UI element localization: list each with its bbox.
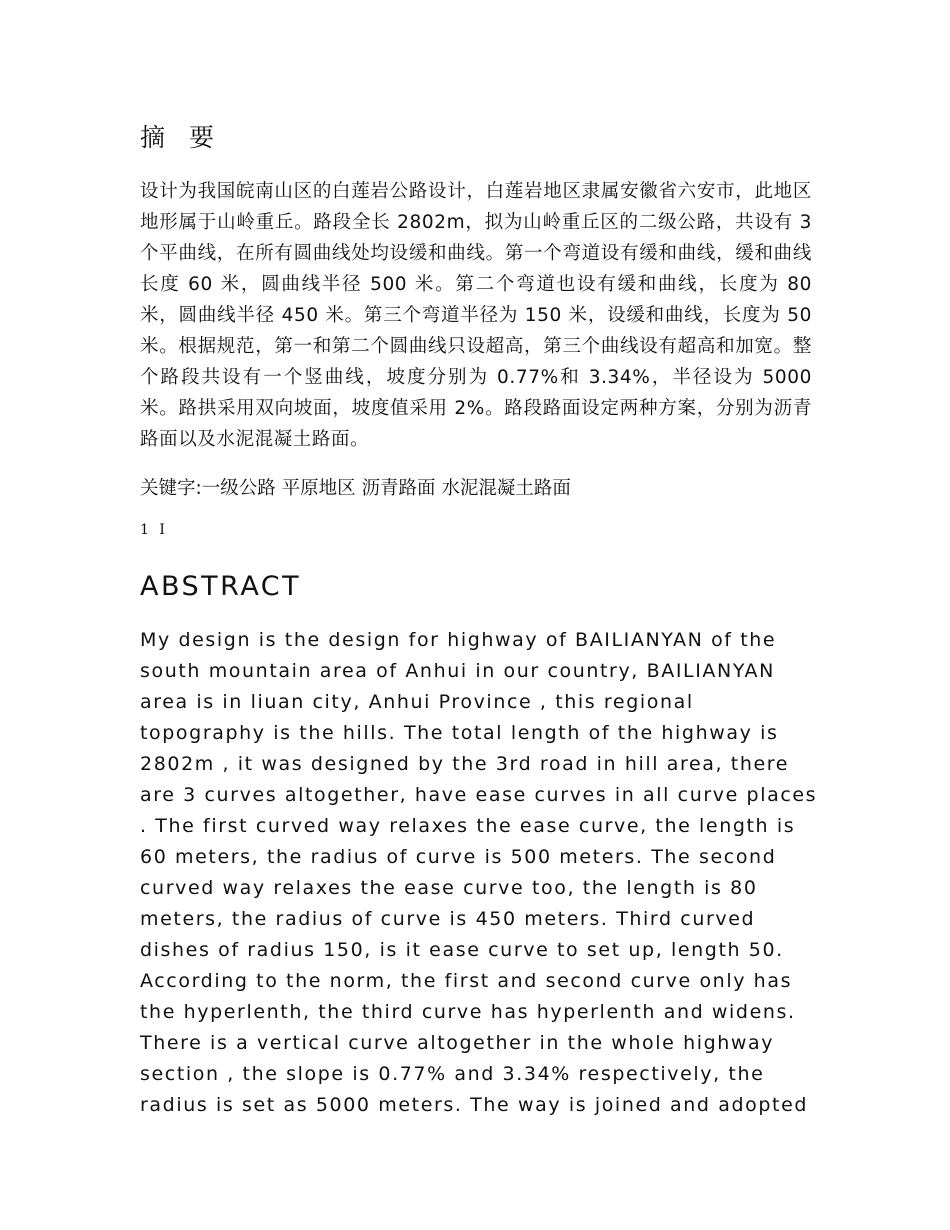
english-abstract-line: dishes of radius 150, is it ease curve to set up, length 50. <box>140 939 784 961</box>
english-abstract-line: the hyperlenth, the third curve has hyperlenth and widens. <box>140 1001 796 1023</box>
english-abstract-line: section , the slope is 0.77% and 3.34% respectively, the <box>140 1063 765 1085</box>
chinese-keywords: 关键字:一级公路 平原地区 沥青路面 水泥混凝土路面 <box>140 478 571 499</box>
chinese-abstract-body: 设计为我国皖南山区的白莲岩公路设计，白莲岩地区隶属安徽省六安市，此地区地形属于山岭重丘。路段全长 2802m，拟为山岭重丘区的二级公路，共设有 3 个平曲线，在所有圆曲线处均设缓和曲线。第一个弯道设有缓和曲线，缓和曲线长度 60 米，圆曲线半径 500 米。第二个弯道也设有缓和曲线，长度为 80 米，圆曲线半径 450 米。第三个弯道半径为 150 米，设缓和曲线，长度为 50 米。根据规范，第一和第二个圆曲线只设超高，第三个曲线设有超高和加宽。整个路段共设有一个竖曲线，坡度分别为 0.77%和 3.34%，半径设为 5000 米。路拱采用双向坡面，坡度值采用 2%。路段路面设定两种方案，分别为沥青路面以及水泥混凝土路面。 <box>140 181 812 450</box>
english-abstract-line: According to the norm, the first and second curve only has <box>140 970 793 992</box>
english-abstract-line: radius is set as 5000 meters. The way is joined and adopted <box>140 1094 809 1116</box>
english-abstract-line: topography is the hills. The total length of the highway is <box>140 722 779 744</box>
english-abstract-body <box>140 625 820 1121</box>
english-abstract-line: There is a vertical curve altogether in the whole highway <box>140 1032 775 1054</box>
english-abstract-line: . The first curved way relaxes the ease curve, the length is <box>140 815 796 837</box>
english-abstract-line: 2802m , it was designed by the 3rd road in hill area, there <box>140 753 790 775</box>
english-abstract-line: south mountain area of Anhui in our country, BAILIANYAN <box>140 660 775 682</box>
english-abstract-line: meters, the radius of curve is 450 meters. Third curved <box>140 908 756 930</box>
chinese-abstract-title: 摘 要 <box>140 123 222 152</box>
english-abstract-line: My design is the design for highway of BAILIANYAN of the <box>140 629 777 651</box>
english-abstract-line: are 3 curves altogether, have ease curves in all curve places <box>140 784 818 806</box>
english-abstract-line: curved way relaxes the ease curve too, the length is 80 <box>140 877 758 899</box>
english-abstract-title: ABSTRACT <box>140 571 302 602</box>
page-marker: 1 I <box>140 522 168 538</box>
english-abstract-line: area is in liuan city, Anhui Province , this regional <box>140 691 694 713</box>
english-abstract-line: 60 meters, the radius of curve is 500 meters. The second <box>140 846 777 868</box>
